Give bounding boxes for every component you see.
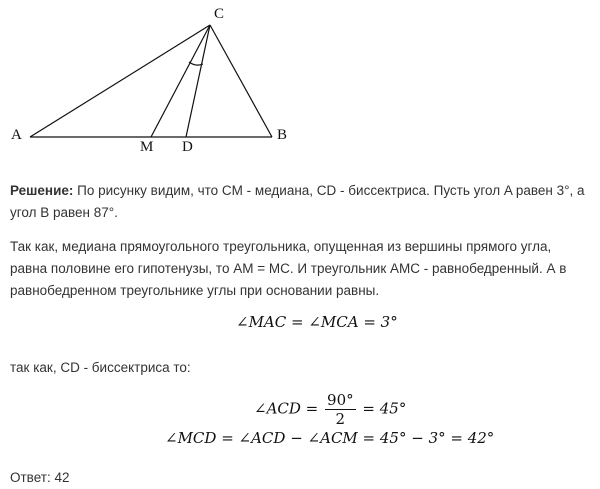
fraction-denominator: 2 [335,410,346,428]
label-a: A [11,127,22,143]
bisector-paragraph: так как, CD - биссектриса то: [10,360,191,375]
formula-mcd: ∠MCD = ∠ACD − ∠ACM = 45° − 3° = 42° [165,429,495,447]
explanation-paragraph: Так как, медиана прямоугольного треугольника, опущенная из вершины прямого угла, равна половине его гипотенузы, то AM = MC. И треугольник AMC - равнобедренный. А в равнобедренном треугольнике углы при основании равны. [10,239,567,298]
triangle-diagram [0,0,600,160]
solution-label: Решение: [10,183,74,198]
solution-paragraph [10,180,590,224]
label-d: D [182,139,193,155]
formula-equal-angles: ∠MAC = ∠MCA = 3° [236,313,398,331]
fraction-numerator: 90° [327,391,354,409]
angle-mark [189,62,203,65]
formula-acd [254,391,406,428]
label-m: M [140,139,154,155]
formula-acd-rhs: = 45° [362,399,407,418]
bisector-cd [186,25,210,137]
formula-acd-lhs: ∠ACD = [254,399,319,418]
solution-body: По рисунку видим, что CM - медиана, CD - биссектриса. Пусть угол A равен 3°, а угол B равен 87°. [10,183,585,220]
median-cm [151,25,210,137]
fraction [325,391,356,428]
answer-line: Ответ: 42 [10,470,70,485]
label-b: B [277,127,288,143]
side-ac [30,25,210,137]
label-c: C [214,6,225,22]
side-bc [210,25,272,137]
